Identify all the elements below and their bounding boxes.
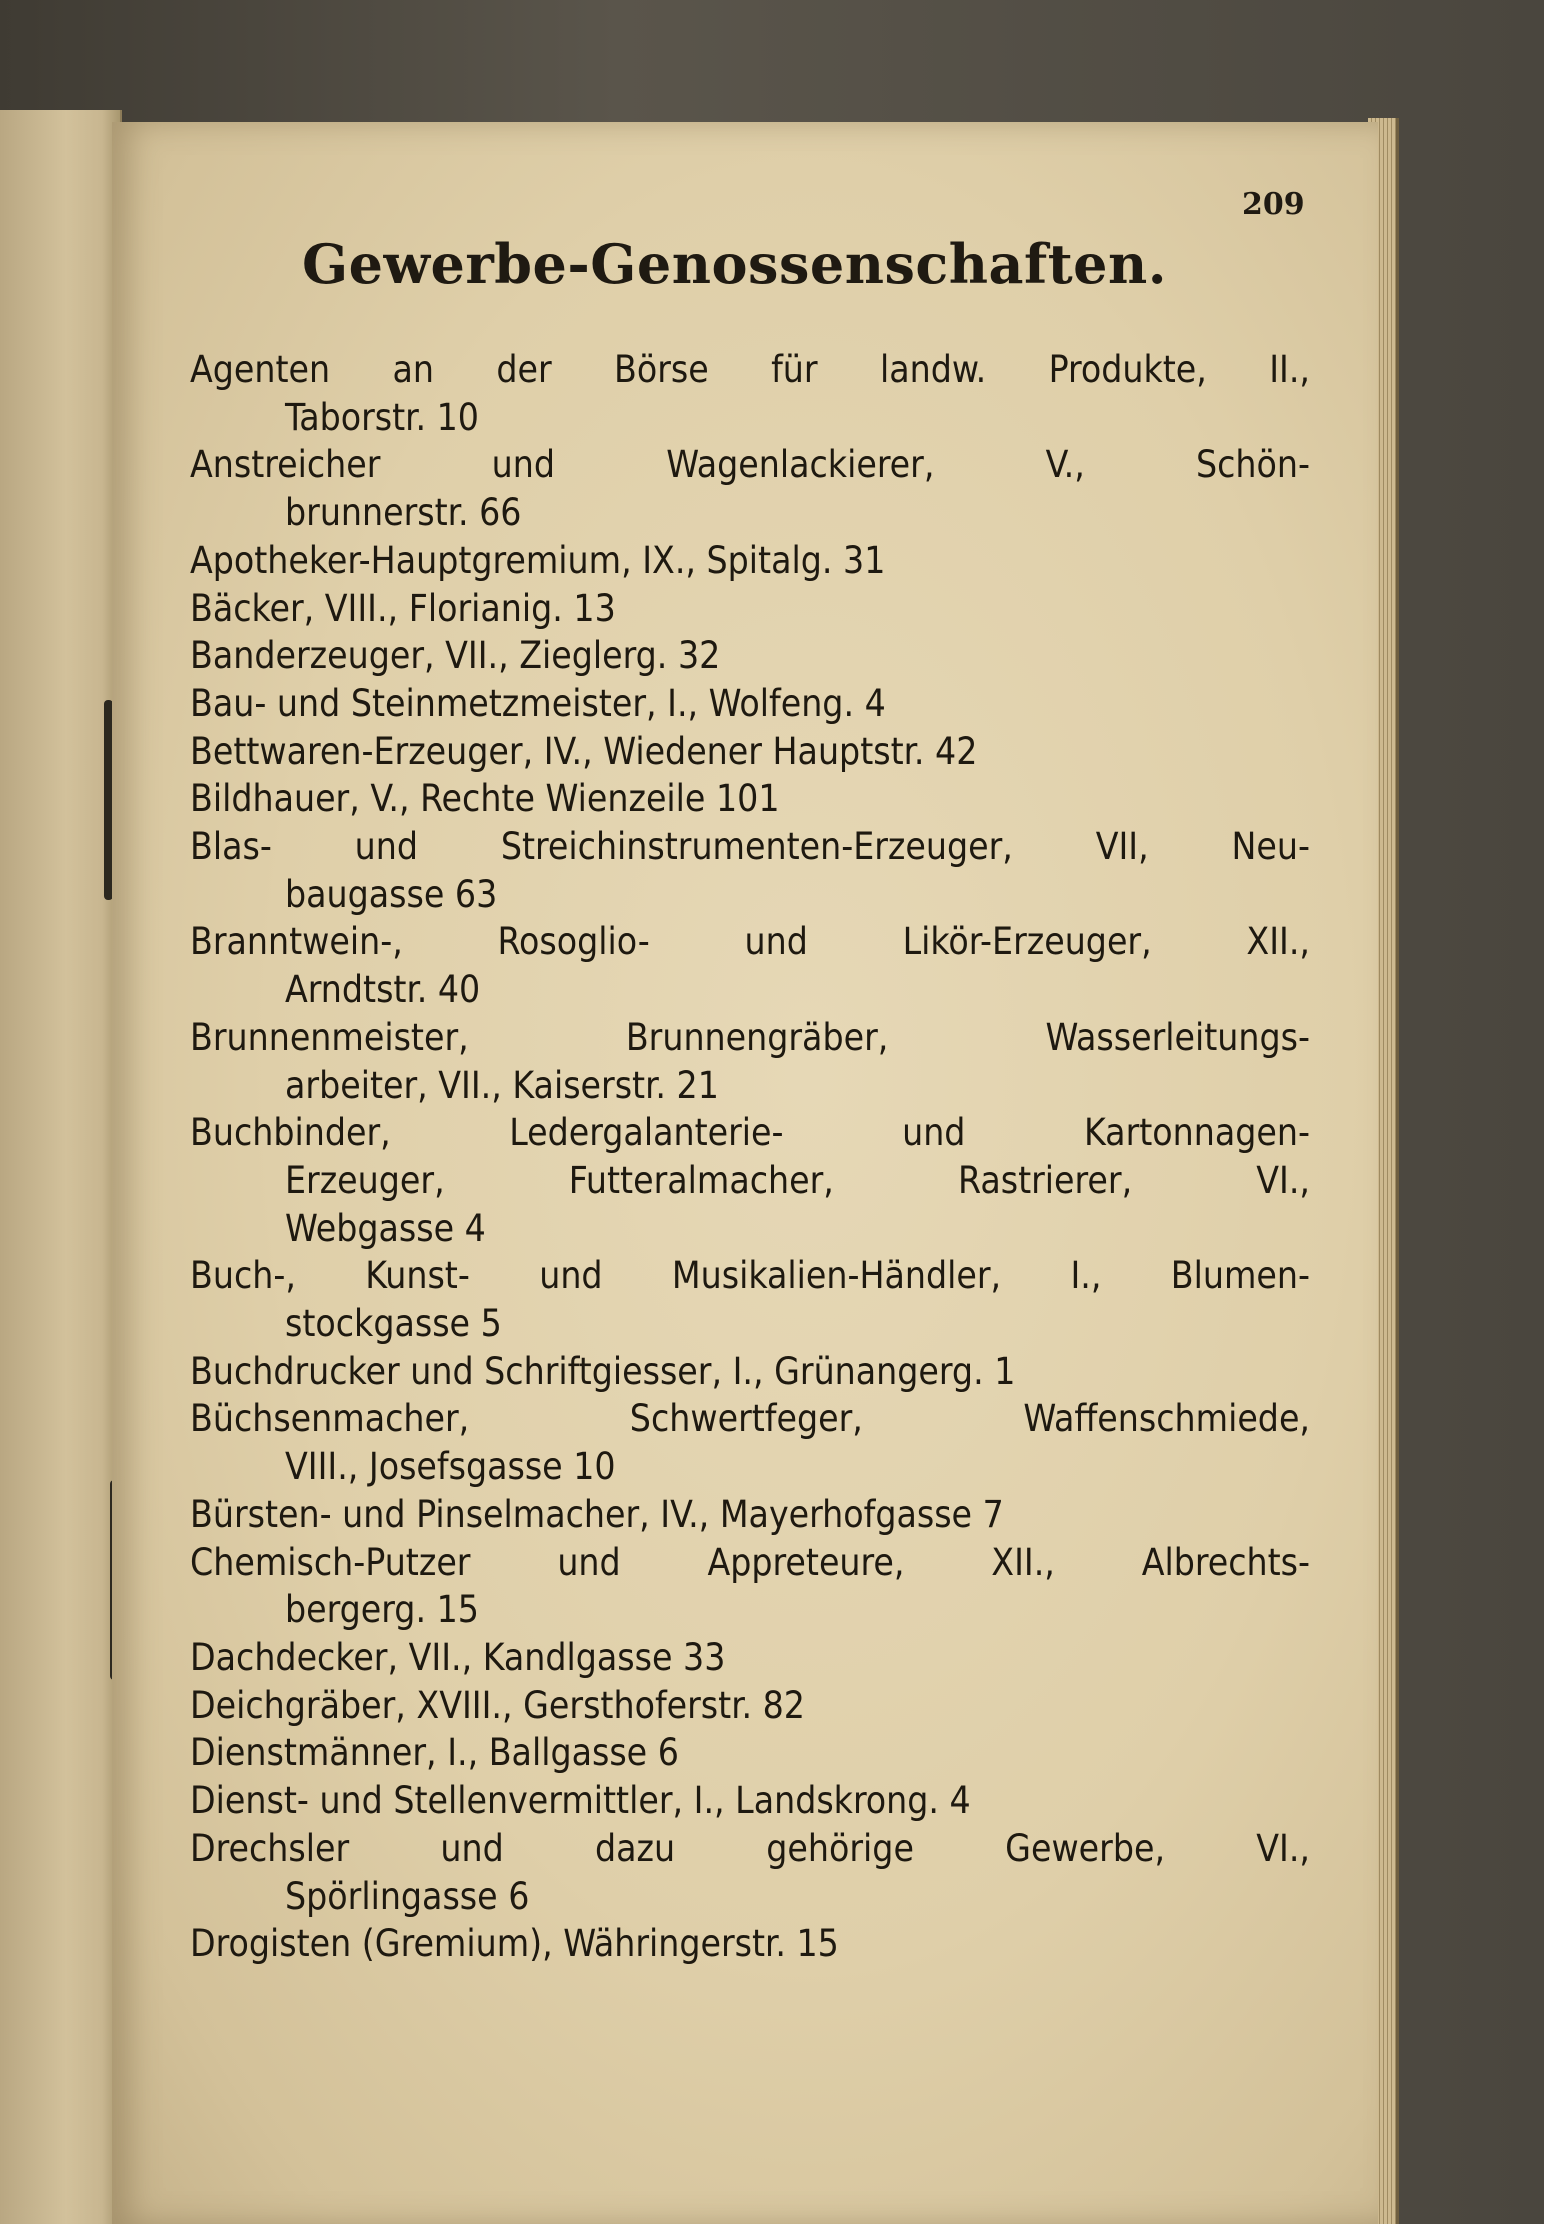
directory-entry bbox=[190, 728, 1310, 776]
directory-entry bbox=[190, 346, 1310, 441]
directory-entry bbox=[190, 632, 1310, 680]
directory-entry bbox=[190, 1395, 1310, 1490]
page-number: 209 bbox=[1242, 187, 1305, 222]
entry-continuation-line: VIII., Josefsgasse 10 bbox=[285, 1445, 616, 1489]
entry-continuation-line: Spörlingasse 6 bbox=[285, 1874, 530, 1918]
directory-entry bbox=[190, 680, 1310, 728]
directory-entry bbox=[190, 1539, 1310, 1634]
directory-entry bbox=[190, 1014, 1310, 1109]
directory-entry bbox=[190, 1348, 1310, 1396]
entry-continuation-line: baugasse 63 bbox=[285, 872, 498, 916]
directory-entry bbox=[190, 823, 1310, 918]
entry-line: Apotheker-Hauptgremium, IX., Spitalg. 31 bbox=[190, 538, 886, 582]
entry-continuation-line: stockgasse 5 bbox=[285, 1302, 502, 1346]
entry-line: Drogisten (Gremium), Währingerstr. 15 bbox=[190, 1922, 839, 1966]
directory-entry bbox=[190, 775, 1310, 823]
entry-continuation-line: Taborstr. 10 bbox=[285, 395, 479, 439]
entry-line: Dienstmänner, I., Ballgasse 6 bbox=[190, 1731, 679, 1775]
entry-line: Buch-, Kunst- und Musikalien-Händler, I., Blumen- bbox=[190, 1254, 1310, 1298]
entry-line: Buchdrucker und Schriftgiesser, I., Grünangerg. 1 bbox=[190, 1349, 1016, 1393]
directory-entry bbox=[190, 1825, 1310, 1920]
entry-line: Buchbinder, Ledergalanterie- und Kartonnagen- bbox=[190, 1111, 1310, 1155]
entry-line: Agenten an der Börse für landw. Produkte, II., bbox=[190, 348, 1310, 391]
entry-line: Dienst- und Stellenvermittler, I., Landskrong. 4 bbox=[190, 1779, 971, 1823]
directory-entry bbox=[190, 1777, 1310, 1825]
entry-continuation-line: Webgasse 4 bbox=[285, 1206, 486, 1250]
entry-continuation-line: bergerg. 15 bbox=[285, 1588, 479, 1632]
entry-line: Bildhauer, V., Rechte Wienzeile 101 bbox=[190, 777, 780, 821]
entry-line: Bau- und Steinmetzmeister, I., Wolfeng. 4 bbox=[190, 681, 886, 725]
directory-entry bbox=[190, 1634, 1310, 1682]
directory-entry bbox=[190, 918, 1310, 1013]
previous-page-edge bbox=[0, 110, 122, 2224]
entry-line: Büchsenmacher, Schwertfeger, Waffenschmiede, bbox=[190, 1397, 1310, 1441]
directory-list bbox=[190, 346, 1310, 1968]
entry-line: Brunnenmeister, Brunnengräber, Wasserleitungs- bbox=[190, 1015, 1310, 1059]
directory-entry bbox=[190, 1109, 1310, 1252]
entry-line: Bäcker, VIII., Florianig. 13 bbox=[190, 586, 616, 630]
directory-entry bbox=[190, 1729, 1310, 1777]
entry-line: Anstreicher und Wagenlackierer, V., Schön- bbox=[190, 443, 1310, 487]
directory-entry bbox=[190, 1682, 1310, 1730]
entry-line: Banderzeuger, VII., Zieglerg. 32 bbox=[190, 634, 721, 678]
entry-line: Dachdecker, VII., Kandlgasse 33 bbox=[190, 1635, 726, 1679]
entry-line: Drechsler und dazu gehörige Gewerbe, VI., bbox=[190, 1826, 1310, 1870]
entry-line: Blas- und Streichinstrumenten-Erzeuger, VII, Neu- bbox=[190, 825, 1310, 869]
directory-entry bbox=[190, 1920, 1310, 1968]
directory-entry bbox=[190, 1491, 1310, 1539]
entry-continuation-line: Erzeuger, Futteralmacher, Rastrierer, VI., bbox=[285, 1158, 1310, 1202]
entry-line: Chemisch-Putzer und Appreteure, XII., Albrechts- bbox=[190, 1540, 1310, 1584]
directory-entry bbox=[190, 537, 1310, 585]
directory-entry bbox=[190, 441, 1310, 536]
entry-line: Deichgräber, XVIII., Gersthoferstr. 82 bbox=[190, 1683, 805, 1727]
entry-continuation-line: arbeiter, VII., Kaiserstr. 21 bbox=[285, 1063, 719, 1107]
page-title: Gewerbe-Genossenschaften. bbox=[302, 232, 1168, 296]
entry-continuation-line: brunnerstr. 66 bbox=[285, 491, 522, 535]
directory-entry bbox=[190, 585, 1310, 633]
book-page bbox=[112, 122, 1378, 2224]
entry-line: Branntwein-, Rosoglio- und Likör-Erzeuger, XII., bbox=[190, 920, 1310, 964]
entry-line: Bürsten- und Pinselmacher, IV., Mayerhofgasse 7 bbox=[190, 1492, 1004, 1536]
entry-continuation-line: Arndtstr. 40 bbox=[285, 968, 481, 1012]
directory-entry bbox=[190, 1252, 1310, 1347]
entry-line: Bettwaren-Erzeuger, IV., Wiedener Hauptstr. 42 bbox=[190, 729, 978, 773]
